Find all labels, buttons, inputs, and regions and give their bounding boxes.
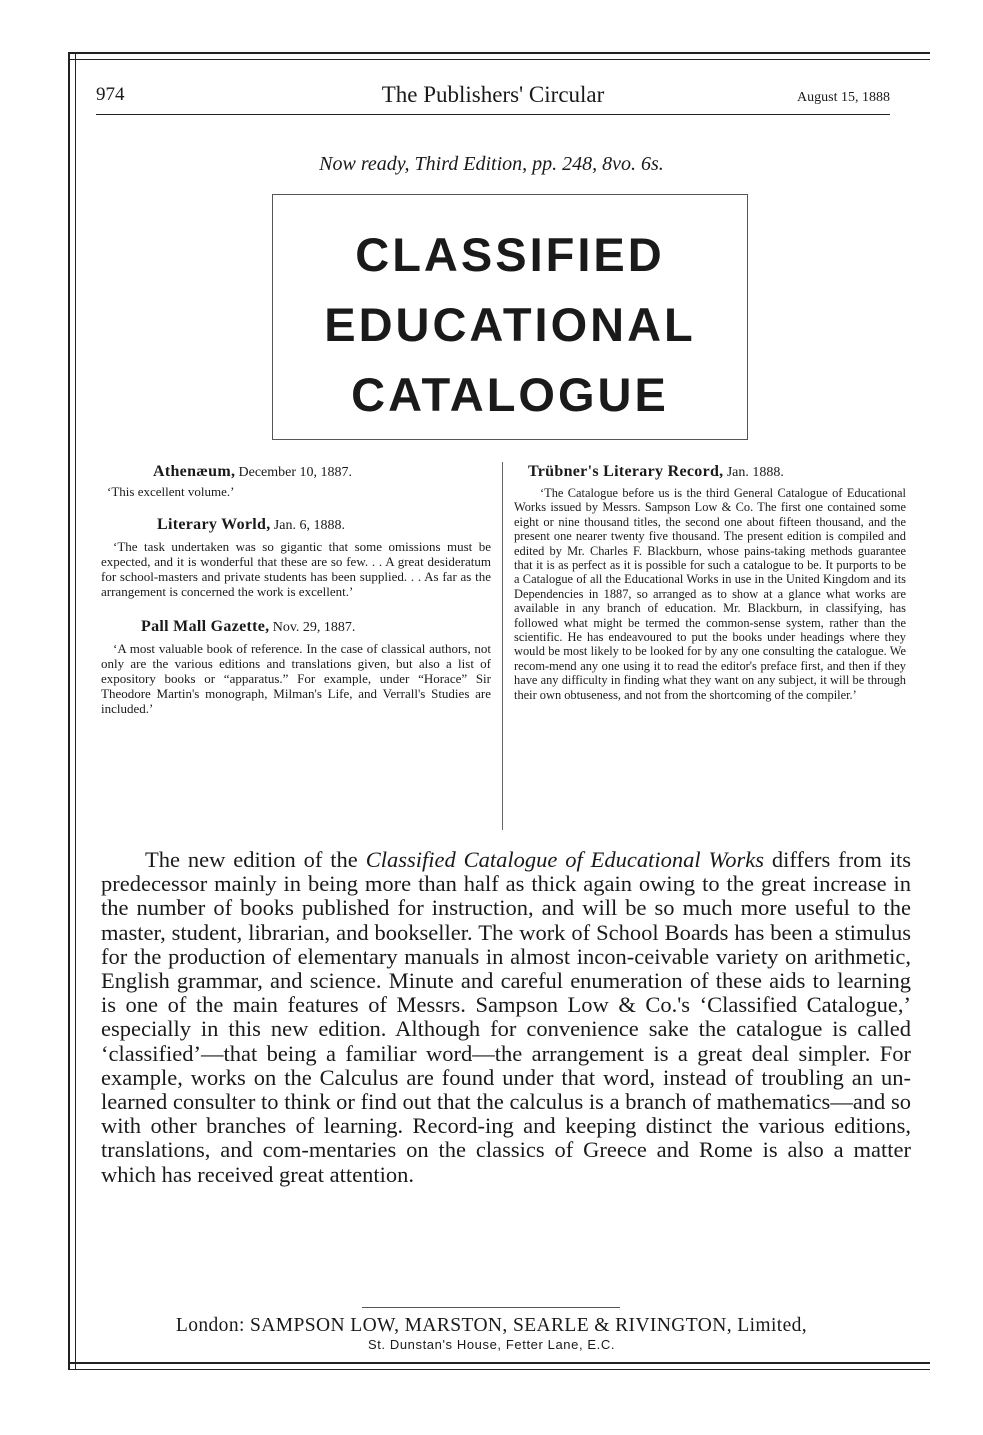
review-date: Nov. 29, 1887. <box>272 620 356 635</box>
title-box <box>272 194 748 440</box>
column-divider <box>502 462 503 830</box>
header-rule <box>96 114 890 115</box>
title-line-3: CATALOGUE <box>351 368 669 421</box>
review-source: Literary World, <box>157 516 271 533</box>
review-source: Trübner's Literary Record, <box>528 463 724 480</box>
review-source: Athenæum, <box>153 463 236 480</box>
body-paragraph <box>101 848 911 1187</box>
publisher-line: London: SAMPSON LOW, MARSTON, SEARLE & RIVINGTON, Limited, <box>175 1315 808 1336</box>
running-title: The Publishers' Circular <box>381 82 605 107</box>
review-quote: ‘The task undertaken was so gigantic that some omissions must be expected, and it is wonderful that these are so few. . . A great desideratum for school-masters and private students has been supplied. . . As far as the arrangement is concerned the work is excellent.’ <box>101 539 491 599</box>
review-quote: ‘The Catalogue before us is the third General Catalogue of Educational Works issued by Messrs. Sampson Low & Co. The first one contained some eight or nine thousand titles, the second one about fifteen thousand, and the present one nearer twenty five thousand. The present edition is compiled and edited by Mr. Charles F. Blackburn, whose pains-taking methods guarantee that it is as perfect as it is possible for such a catalogue to be. It purports to be a Catalogue of all the Educational Works in use in the United Kingdom and its Dependencies in 1887, so arranged as to show at a glance what works are available in any branch of education. Mr. Blackburn, in classifying, has followed what might be termed the common-sense system, rather than the scientific. He has endeavoured to put the books under headings where they would be most likely to be looked for by any one consulting the catalogue. We recom-mend any one using it to read the editor's preface first, and then if they have any difficulty in finding what they want on any subject, it will be through their own obtuseness, and not from the shortcoming of the compiler.’ <box>514 486 906 702</box>
reviews-right-column <box>514 464 906 702</box>
review-quote: ‘A most valuable book of reference. In the case of classical authors, not only are the various editions and translations given, but also a list of expository books or “apparatus.” For example, under “Horace” Sir Theodore Martin's monograph, Milman's Life, and Verrall's Studies are included.’ <box>101 641 491 716</box>
issue-date: August 15, 1888 <box>797 90 890 105</box>
review-quote: ‘This excellent volume.’ <box>107 484 235 499</box>
body-italic-title: Classified Catalogue of Educational Works <box>365 847 764 872</box>
top-border-rule-inner <box>68 59 930 60</box>
bottom-border-rule-inner <box>68 1369 930 1370</box>
top-border-rule <box>68 52 930 54</box>
review-heading <box>101 619 491 635</box>
reviews-left-column <box>101 464 491 716</box>
page-number: 974 <box>96 84 125 105</box>
left-border-rule-inner <box>75 52 76 1370</box>
edition-note: Now ready, Third Edition, pp. 248, 8vo. 6s. <box>319 153 664 175</box>
page-header <box>96 84 890 112</box>
review-heading <box>101 464 491 480</box>
title-line-2: EDUCATIONAL <box>324 298 696 351</box>
bottom-border-rule <box>68 1362 930 1364</box>
review-heading <box>101 517 491 533</box>
title-line-1: CLASSIFIED <box>355 228 665 281</box>
footer-rule <box>362 1307 620 1308</box>
review-date: December 10, 1887. <box>238 465 353 480</box>
review-heading <box>514 464 906 480</box>
review-date: Jan. 1888. <box>726 465 784 480</box>
review-date: Jan. 6, 1888. <box>273 518 345 533</box>
left-border-rule <box>68 52 70 1370</box>
body-intro: The new edition of the <box>145 847 366 872</box>
review-source: Pall Mall Gazette, <box>141 618 270 635</box>
body-text: differs from its predecessor mainly in being more than half as thick again owing to the great increase in the number of books published for instruction, and will be so much more useful to the master, student, librarian, and bookseller. The work of School Boards has been a stimulus for the production of elementary manuals in almost incon-ceivable variety on arithmetic, English grammar, and science. Minute and careful enumeration of these aids to learning is one of the main features of Messrs. Sampson Low & Co.'s ‘Classified Catalogue,’ especially in this new edition. Although for convenience sake the catalogue is called ‘classified’—that being a familiar word—the arrangement is a great deal simpler. For example, works on the Calculus are found under that word, instead of troubling an un-learned consulter to think or find out that the calculus is a branch of mathematics—and so with other branches of learning. Record-ing and keeping distinct the various editions, translations, and com-mentaries on the classics of Greece and Rome is also a matter which has received great attention. <box>101 847 912 1187</box>
publisher-address: St. Dunstan's House, Fetter Lane, E.C. <box>367 1337 616 1352</box>
